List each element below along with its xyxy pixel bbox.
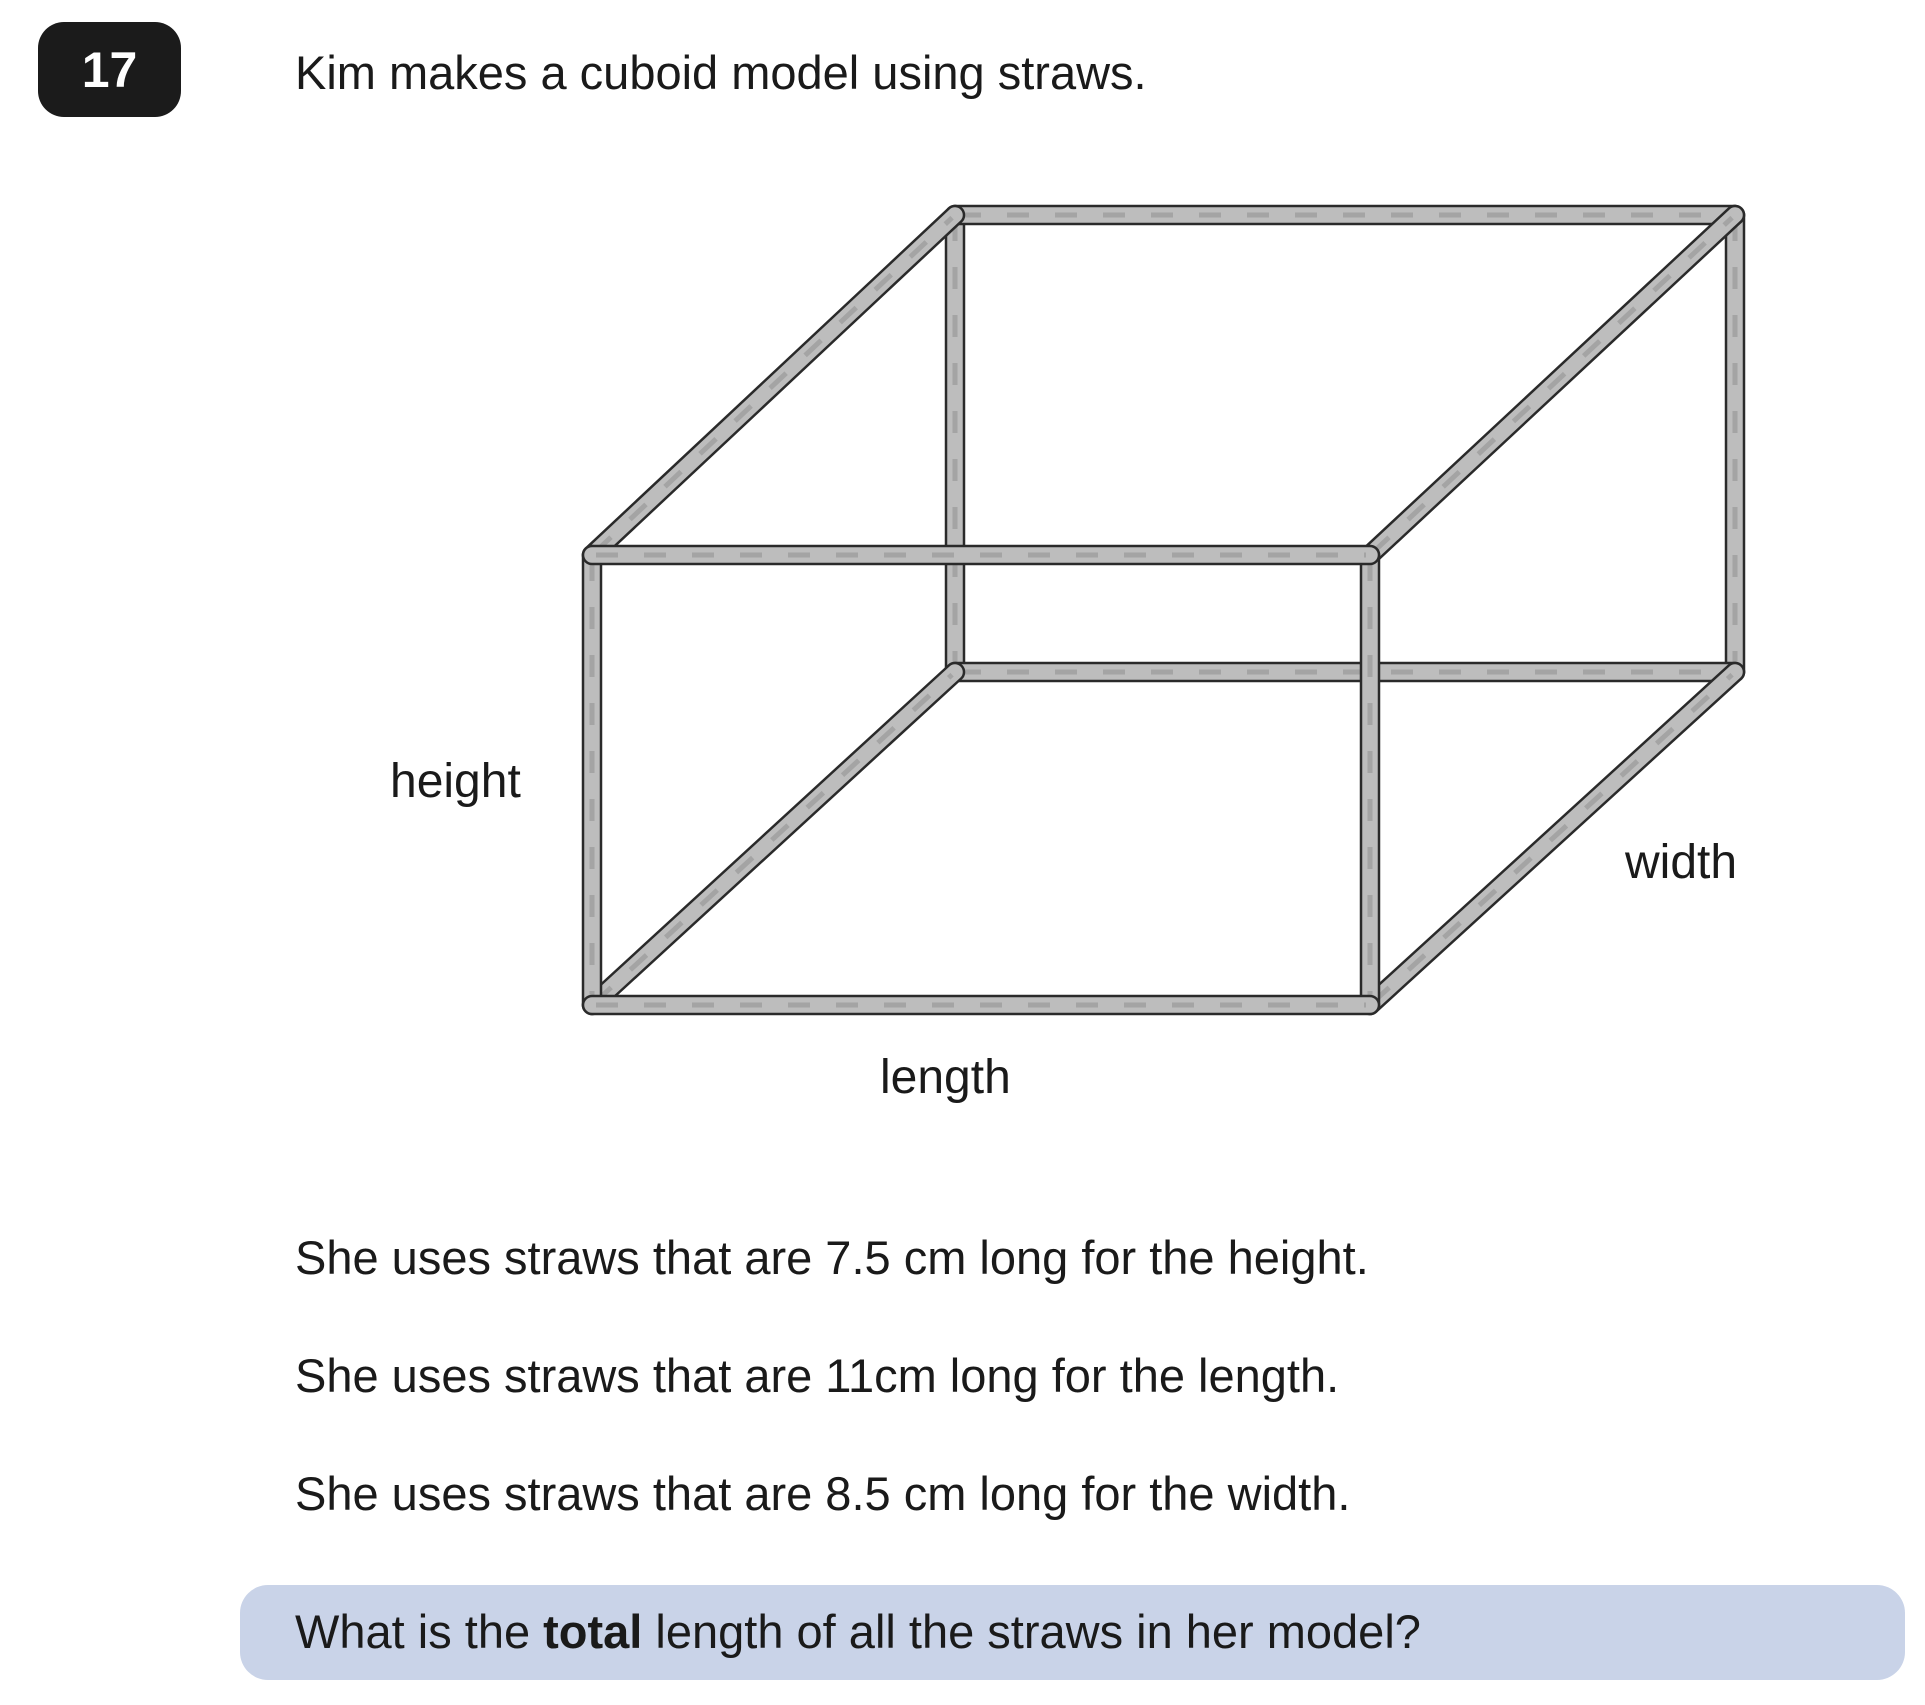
length-label: length: [880, 1051, 1011, 1104]
fact-height: She uses straws that are 7.5 cm long for the height.: [295, 1231, 1369, 1284]
question-box: [240, 1585, 1905, 1680]
width-label: width: [1625, 836, 1738, 889]
straw-front-right-vertical: [1361, 546, 1379, 1014]
fact-length: She uses straws that are 11cm long for the length.: [295, 1349, 1340, 1402]
straw-back-top-horizontal: [946, 206, 1744, 224]
straw-top-right-depth: [1357, 202, 1747, 567]
question-text: [295, 1602, 1421, 1662]
straw-top-left-depth: [579, 202, 967, 567]
fact-width: She uses straws that are 8.5 cm long for the width.: [295, 1467, 1351, 1520]
straw-back-left-vertical: [946, 206, 964, 681]
question-after: length of all the straws in her model?: [642, 1605, 1421, 1658]
straw-back-bottom-horizontal: [946, 663, 1744, 681]
straw-front-bottom-horizontal: [583, 996, 1379, 1014]
question-bold-word: total: [543, 1605, 643, 1658]
straw-front-top-horizontal: [583, 546, 1379, 564]
straw-bottom-left-depth: [579, 659, 967, 1017]
straw-front-left-vertical: [583, 546, 601, 1014]
intro-text: Kim makes a cuboid model using straws.: [295, 46, 1147, 99]
height-label: height: [390, 755, 521, 808]
straw-back-right-vertical: [1726, 206, 1744, 681]
question-number: 17: [81, 41, 138, 98]
question-before: What is the: [295, 1605, 544, 1658]
